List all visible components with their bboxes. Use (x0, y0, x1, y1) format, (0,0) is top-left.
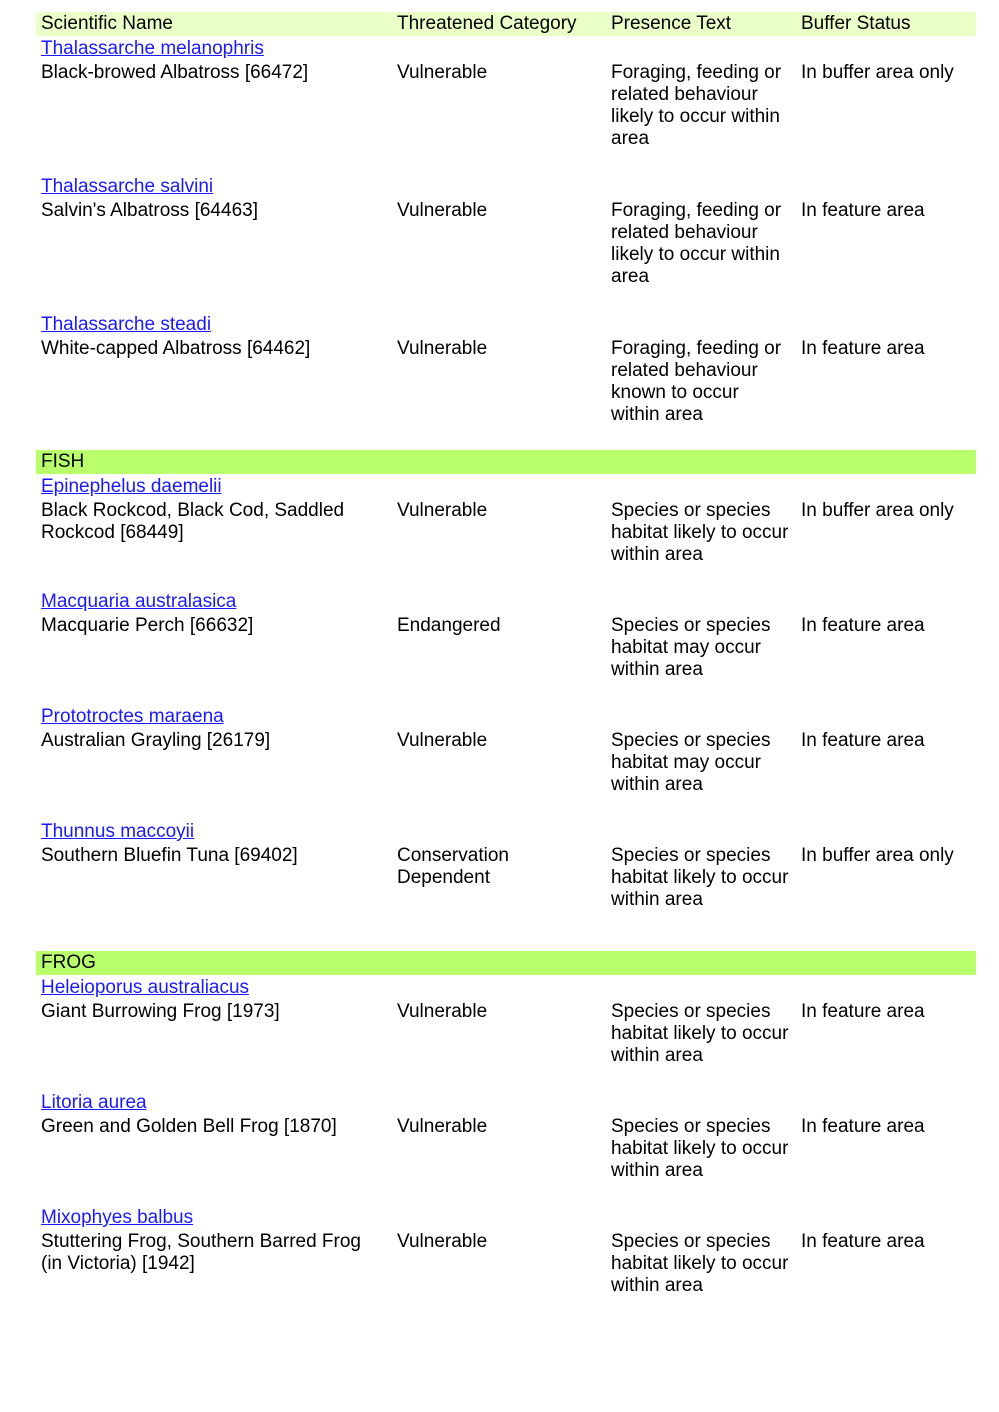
presence-text: Species or species habitat likely to occur within area (611, 500, 789, 565)
header-threatened-category: Threatened Category (397, 13, 577, 34)
buffer-status: In feature area (801, 1001, 925, 1022)
scientific-name-link[interactable]: Mixophyes balbus (41, 1207, 194, 1228)
species-row (36, 1000, 976, 1067)
threatened-category: Vulnerable (397, 338, 488, 359)
presence-text: Species or species habitat may occur within area (611, 615, 771, 680)
common-name: Green and Golden Bell Frog [1870] (41, 1116, 337, 1137)
presence-text: Species or species habitat likely to occur within area (611, 1231, 789, 1296)
buffer-status: In feature area (801, 200, 925, 221)
species-row (36, 844, 976, 911)
presence-text: Species or species habitat likely to occur within area (611, 1001, 789, 1066)
presence-text: Foraging, feeding or related behaviour likely to occur within area (611, 200, 782, 287)
presence-text: Foraging, feeding or related behaviour likely to occur within area (611, 62, 782, 149)
threatened-category: Vulnerable (397, 1001, 488, 1022)
species-entry (36, 474, 976, 589)
scientific-name-link[interactable]: Heleioporus australiacus (41, 977, 250, 998)
presence-text: Species or species habitat likely to occur within area (611, 845, 789, 910)
species-entry (36, 174, 976, 312)
scientific-name-link[interactable]: Thalassarche melanophris (41, 38, 264, 59)
buffer-status: In feature area (801, 1116, 925, 1137)
presence-text: Species or species habitat may occur within area (611, 730, 771, 795)
group-header-frog: FROG (36, 951, 976, 975)
header-presence-text: Presence Text (611, 13, 732, 34)
species-row (36, 61, 976, 150)
common-name: Salvin's Albatross [64463] (41, 200, 258, 221)
threatened-category: Vulnerable (397, 62, 488, 83)
species-row (36, 729, 976, 796)
presence-text: Species or species habitat likely to occur within area (611, 1116, 789, 1181)
table-header-row (36, 12, 976, 36)
scientific-name-link[interactable]: Macquaria australasica (41, 591, 237, 612)
threatened-category: Vulnerable (397, 730, 488, 751)
species-entry (36, 589, 976, 704)
scientific-name-link[interactable]: Litoria aurea (41, 1092, 147, 1113)
common-name: Giant Burrowing Frog [1973] (41, 1001, 280, 1022)
buffer-status: In feature area (801, 338, 925, 359)
common-name: Black Rockcod, Black Cod, Saddled Rockcod [68449] (41, 500, 345, 543)
scientific-name-link[interactable]: Thunnus maccoyii (41, 821, 195, 842)
buffer-status: In buffer area only (801, 500, 954, 521)
scientific-name-link[interactable]: Epinephelus daemelii (41, 476, 222, 497)
species-row (36, 499, 976, 566)
species-entry (36, 1090, 976, 1205)
scientific-name-link[interactable]: Prototroctes maraena (41, 706, 224, 727)
species-row (36, 337, 976, 426)
species-row (36, 614, 976, 681)
species-entry (36, 975, 976, 1090)
presence-text: Foraging, feeding or related behaviour known to occur within area (611, 338, 782, 425)
threatened-category: Vulnerable (397, 200, 488, 221)
buffer-status: In feature area (801, 615, 925, 636)
buffer-status: In buffer area only (801, 845, 954, 866)
species-row (36, 1230, 976, 1297)
threatened-category: Vulnerable (397, 500, 488, 521)
buffer-status: In feature area (801, 730, 925, 751)
common-name: Macquarie Perch [66632] (41, 615, 254, 636)
species-table (36, 12, 976, 1320)
threatened-category: Endangered (397, 615, 501, 636)
common-name: Australian Grayling [26179] (41, 730, 271, 751)
species-entry (36, 704, 976, 819)
header-scientific-name: Scientific Name (41, 13, 173, 34)
buffer-status: In buffer area only (801, 62, 954, 83)
scientific-name-link[interactable]: Thalassarche salvini (41, 176, 214, 197)
common-name: Black-browed Albatross [66472] (41, 62, 309, 83)
species-row (36, 199, 976, 288)
buffer-status: In feature area (801, 1231, 925, 1252)
species-row (36, 1115, 976, 1182)
species-entry (36, 36, 976, 174)
common-name: Southern Bluefin Tuna [69402] (41, 845, 298, 866)
group-header-fish: FISH (36, 450, 976, 474)
scientific-name-link[interactable]: Thalassarche steadi (41, 314, 212, 335)
header-buffer-status: Buffer Status (801, 13, 911, 34)
threatened-category: Vulnerable (397, 1116, 488, 1137)
threatened-category: Vulnerable (397, 1231, 488, 1252)
common-name: White-capped Albatross [64462] (41, 338, 311, 359)
common-name: Stuttering Frog, Southern Barred Frog (in Victoria) [1942] (41, 1231, 361, 1274)
threatened-category: Conservation Dependent (397, 845, 509, 888)
species-entry (36, 819, 976, 934)
species-entry (36, 1205, 976, 1320)
species-entry (36, 312, 976, 450)
